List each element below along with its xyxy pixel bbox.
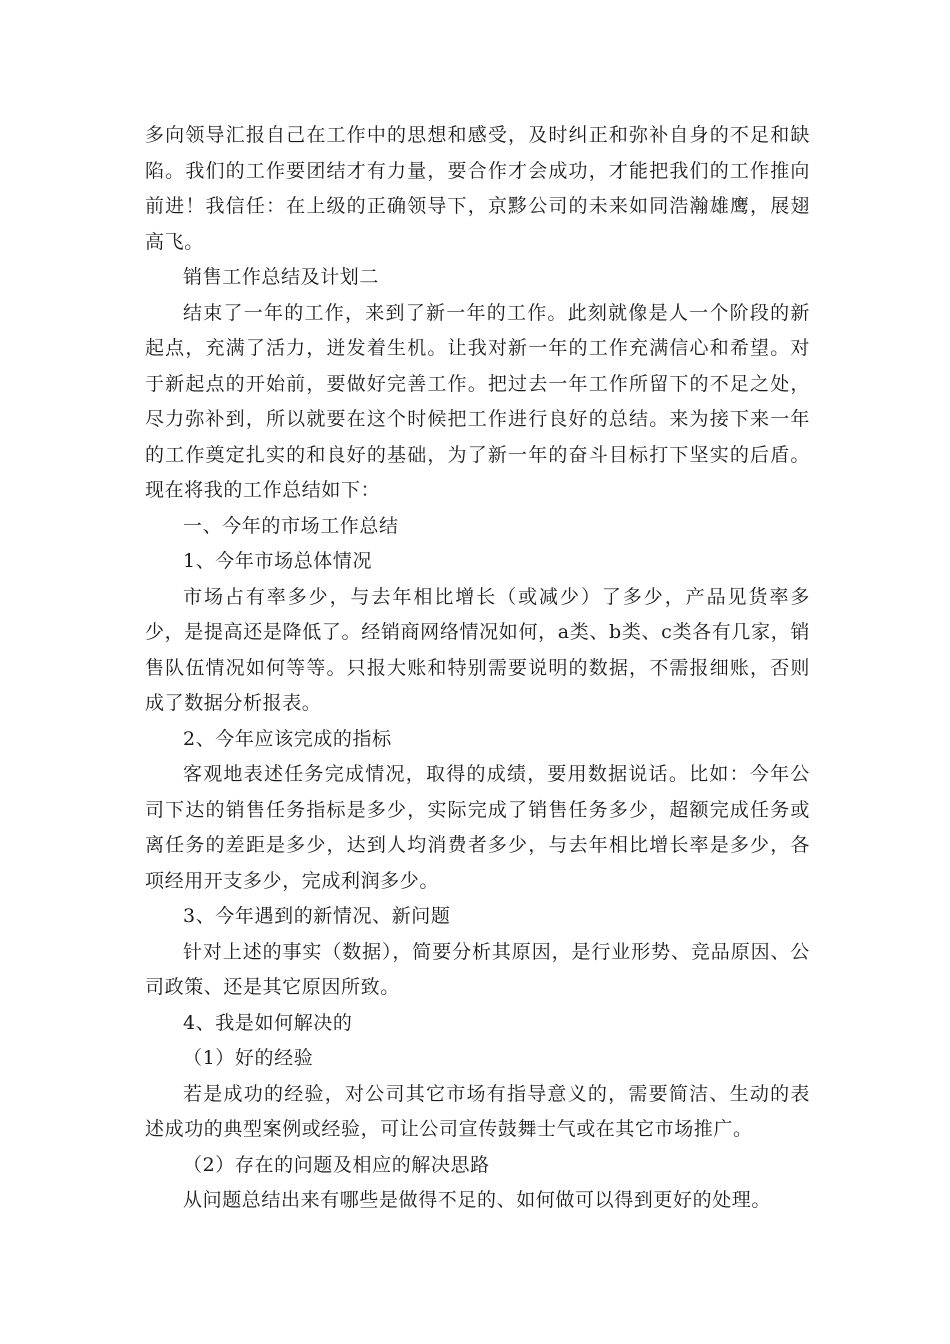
heading-level-2: 3、今年遇到的新情况、新问题 [183, 905, 451, 927]
heading-level-1: 一、今年的市场工作总结 [183, 514, 399, 537]
heading-level-3: （1）好的经验 [183, 1047, 314, 1069]
paragraph: 市场占有率多少，与去年相比增长（或减少）了多少，产品见货率多少，是提高还是降低了。经销商网络情况如何，a类、b类、c类各有几家，销售队伍情况如何等等。只报大账和特别需要说明的数据，不需报细账，否则成了数据分析报表。 [145, 585, 810, 714]
paragraph: 客观地表述任务完成情况，取得的成绩，要用数据说话。比如：今年公司下达的销售任务指标是多少，实际完成了销售任务多少，超额完成任务或离任务的差距是多少，达到人均消费者多少，与去年相比增长率是多少，各项经用开支多少，完成利润多少。 [145, 763, 810, 892]
heading-level-3: （2）存在的问题及相应的解决思路 [183, 1153, 490, 1176]
paragraph: 若是成功的经验，对公司其它市场有指导意义的，需要简洁、生动的表述成功的典型案例或经验，可让公司宣传鼓舞士气或在其它市场推广。 [145, 1082, 810, 1140]
document-body [145, 118, 810, 1219]
section-title: 销售工作总结及计划二 [183, 266, 380, 288]
heading-level-2: 1、今年市场总体情况 [183, 550, 373, 572]
heading-level-2: 4、我是如何解决的 [183, 1011, 353, 1034]
heading-level-2: 2、今年应该完成的指标 [183, 727, 392, 750]
paragraph: 从问题总结出来有哪些是做得不足的、如何做可以得到更好的处理。 [183, 1189, 772, 1211]
paragraph: 结束了一年的工作，来到了新一年的工作。此刻就像是人一个阶段的新起点，充满了活力，迸发着生机。让我对新一年的工作充满信心和希望。对于新起点的开始前，要做好完善工作。把过去一年工作所留下的不足之处，尽力弥补到，所以就要在这个时候把工作进行良好的总结。来为接下来一年的工作奠定扎实的和良好的基础，为了新一年的奋斗目标打下坚实的后盾。现在将我的工作总结如下： [145, 301, 810, 501]
paragraph-intro: 多向领导汇报自己在工作中的思想和感受，及时纠正和弥补自身的不足和缺陷。我们的工作要团结才有力量，要合作才会成功，才能把我们的工作推向前进！我信任：在上级的正确领导下，京黟公司的未来如同浩瀚雄鹰，展翅高飞。 [145, 124, 810, 253]
paragraph: 针对上述的事实（数据），简要分析其原因，是行业形势、竞品原因、公司政策、还是其它原因所致。 [145, 940, 810, 998]
